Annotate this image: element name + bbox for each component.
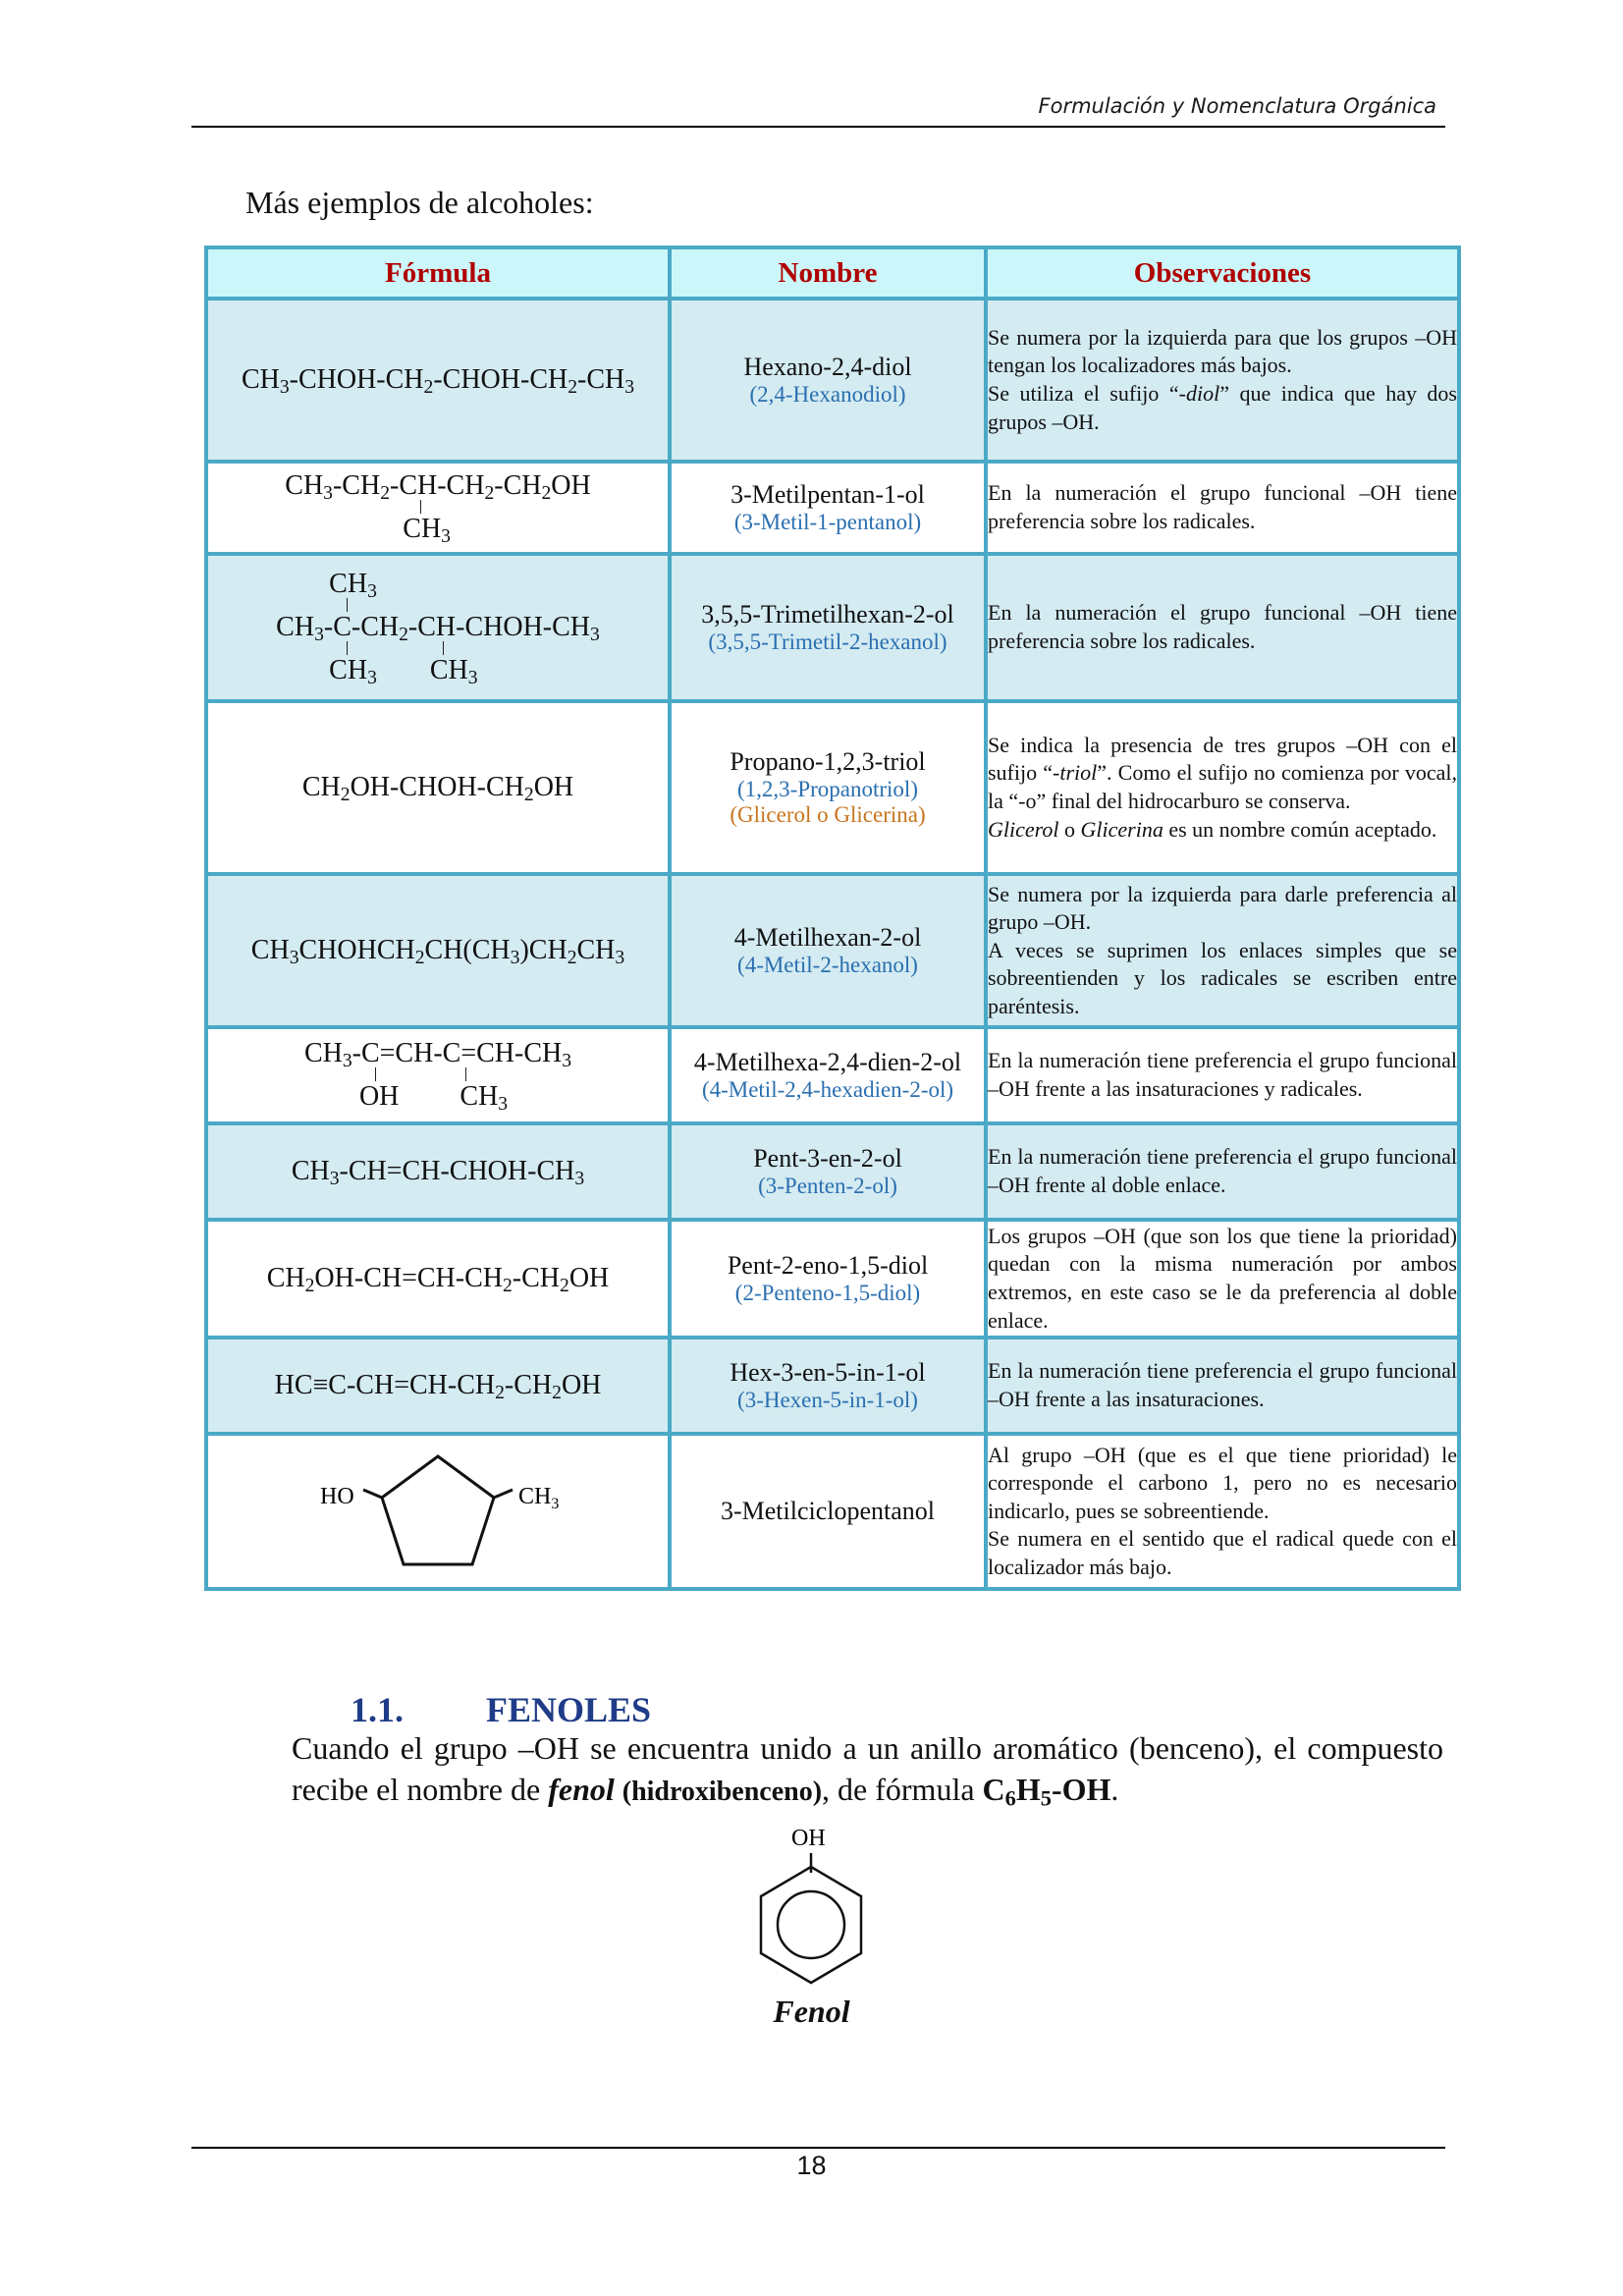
section-number: 1.1. [351,1690,404,1729]
header-observations: Observaciones [986,247,1459,299]
formula-cell: $CH_2OH-CHOH-CH_2OH$ [206,701,670,874]
obs-cell [986,554,1459,701]
name-cell [670,701,986,874]
name-cell [670,1027,986,1123]
intro-text: Más ejemplos de alcoholes: [245,185,594,220]
alt-name: (2-Penteno-1,5-diol) [734,1280,921,1305]
obs-cell [986,1434,1459,1589]
obs-line: A veces se suprimen los enlaces simples que se sobreentienden y los radicales se escriben entre paréntesis. [988,937,1457,1018]
obs-line: Se numera en el sentido que el radical quede con el localizador más bajo. [988,1526,1457,1579]
footer-rule [191,2147,1445,2149]
iupac-name: 4-Metilhexan-2-ol [733,922,922,952]
phenol-caption: Fenol [773,1994,850,2029]
name-cell [670,299,986,462]
alt-name: (3,5,5-Trimetil-2-hexanol) [708,629,947,654]
alt-name: (4-Metil-2-hexanol) [737,952,918,977]
common-name: (Glicerol o Glicerina) [730,801,926,827]
table-row [206,1338,1459,1434]
obs-line: En la numeración tiene preferencia el grupo funcional –OH frente al doble enlace. [988,1144,1457,1197]
table-row [206,874,1459,1027]
name-cell [670,1123,986,1220]
formula-cell: $CH_3-CH=CH-CHOH-CH_3$ [206,1123,670,1220]
obs-line: Se indica la presencia de tres grupos –OH con el sufijo “-triol”. Como el sufijo no comienza por vocal, la “-o” final del hidrocarburo se conserva. [988,732,1457,813]
iupac-name: 3-Metilciclopentanol [720,1497,936,1526]
header-name: Nombre [670,247,986,299]
header-rule [191,126,1445,128]
obs-line: En la numeración tiene preferencia el grupo funcional –OH frente a las insaturaciones y radicales. [988,1048,1457,1101]
obs-cell [986,1027,1459,1123]
formula-cell: $CH_3-CHOH-CH_2-CHOH-CH_2-CH_3$ [206,299,670,462]
alt-name: (3-Penten-2-ol) [758,1173,897,1198]
iupac-name: Hex-3-en-5-in-1-ol [730,1357,926,1387]
table-row [206,1434,1459,1589]
name-cell [670,462,986,554]
alt-name: (1,2,3-Propanotriol) [737,776,918,801]
obs-cell [986,462,1459,554]
obs-cell [986,874,1459,1027]
iupac-name: Hexano-2,4-diol [743,352,912,381]
obs-cell [986,1123,1459,1220]
iupac-name: 3-Metilpentan-1-ol [730,479,925,509]
obs-line: En la numeración el grupo funcional –OH tiene preferencia sobre los radicales. [988,600,1457,653]
obs-cell [986,1338,1459,1434]
oh-label: OH [791,1826,826,1851]
section-heading [351,1689,651,1730]
alt-name: (2,4-Hexanodiol) [749,381,906,407]
para-text: . [1110,1771,1119,1807]
obs-line: En la numeración tiene preferencia el grupo funcional –OH frente a las insaturaciones. [988,1358,1457,1411]
formula-cell: $HC\equiv C-CH=CH-CH_2-CH_2OH$ [206,1338,670,1434]
hidroxibenceno-term: (hidroxibenceno) [622,1776,823,1807]
phenol-structure-diagram [742,1822,880,1989]
iupac-name: Pent-2-eno-1,5-diol [727,1250,929,1280]
table-row [206,299,1459,462]
table-row [206,1027,1459,1123]
header-formula: Fórmula [206,247,670,299]
alt-name: (3-Hexen-5-in-1-ol) [737,1387,918,1412]
formula-cell [206,1027,670,1123]
section-title: FENOLES [486,1690,652,1729]
table-header-row [206,247,1459,299]
obs-line: Al grupo –OH (que es el que tiene prioridad) le corresponde el carbono 1, pero no es necesario indicarlo, pues se sobreentiende. [988,1442,1457,1523]
name-cell [670,1338,986,1434]
obs-line: Se numera por la izquierda para que los grupos –OH tengan los localizadores más bajos. [988,324,1457,378]
iupac-name: 3,5,5-Trimetilhexan-2-ol [701,599,954,629]
formula-cell: $CH_3CHOHCH_2CH(CH_3)CH_2CH_3$ [206,874,670,1027]
formula-cell [206,554,670,701]
ho-label: HO [320,1483,354,1509]
obs-cell [986,299,1459,462]
page-number: 18 [796,2151,827,2180]
alt-name: (4-Metil-2,4-hexadien-2-ol) [701,1076,954,1102]
para-text: , de fórmula [822,1771,983,1807]
obs-line: Se utiliza el sufijo “-diol” que indica que hay dos grupos –OH. [988,381,1457,434]
obs-line: Glicerol o Glicerina es un nombre común aceptado. [988,816,1437,842]
table-row [206,1123,1459,1220]
alt-name: (3-Metil-1-pentanol) [733,509,922,534]
ch3-label: $CH_3$ [518,1483,560,1512]
name-cell [670,874,986,1027]
table-row [206,701,1459,874]
iupac-name: Propano-1,2,3-triol [730,746,926,776]
table-row [206,554,1459,701]
formula-cell: $CH_2OH-CH=CH-CH_2-CH_2OH$ [206,1220,670,1338]
obs-line: En la numeración el grupo funcional –OH tiene preferencia sobre los radicales. [988,480,1457,533]
table-row [206,462,1459,554]
obs-line: Los grupos –OH (que son los que tiene la prioridad) quedan con la misma numeración por ambos extremos, en este caso se le da preferencia al doble enlace. [988,1223,1457,1333]
structural-formula: $CH_3-CH_2-CH-CH_2-CH_2OH$ $CH_3$ [285,469,591,547]
obs-cell [986,701,1459,874]
cyclopentanol-ring-diagram [291,1439,585,1576]
name-cell [670,1220,986,1338]
obs-line: Se numera por la izquierda para darle preferencia al grupo –OH. [988,881,1457,935]
name-cell [670,1434,986,1589]
section-paragraph [292,1728,1443,1810]
structural-formula: $CH_3-C=CH-C=CH-CH_3$ OH $CH_3$ [303,1037,572,1115]
fenol-term: fenol [548,1771,615,1807]
alcohols-table [204,246,1461,1591]
name-cell [670,554,986,701]
running-header: Formulación y Nomenclatura Orgánica [1038,94,1436,118]
para-text: Cuando el grupo –OH se encuentra unido a un anillo aromático (benceno), el compuesto recibe el nombre de [292,1730,1443,1807]
obs-cell [986,1220,1459,1338]
formula-cell [206,1434,670,1589]
table-row [206,1220,1459,1338]
formula-cell [206,462,670,554]
iupac-name: Pent-3-en-2-ol [753,1143,902,1173]
iupac-name: 4-Metilhexa-2,4-dien-2-ol [693,1047,962,1076]
structural-formula: $CH_3$ $CH_3-C-CH_2-CH-CHOH-CH_3$ $CH_3$ $CH_3$ [276,568,600,688]
phenol-formula: $C_6H_5-OH$ [982,1771,1111,1811]
